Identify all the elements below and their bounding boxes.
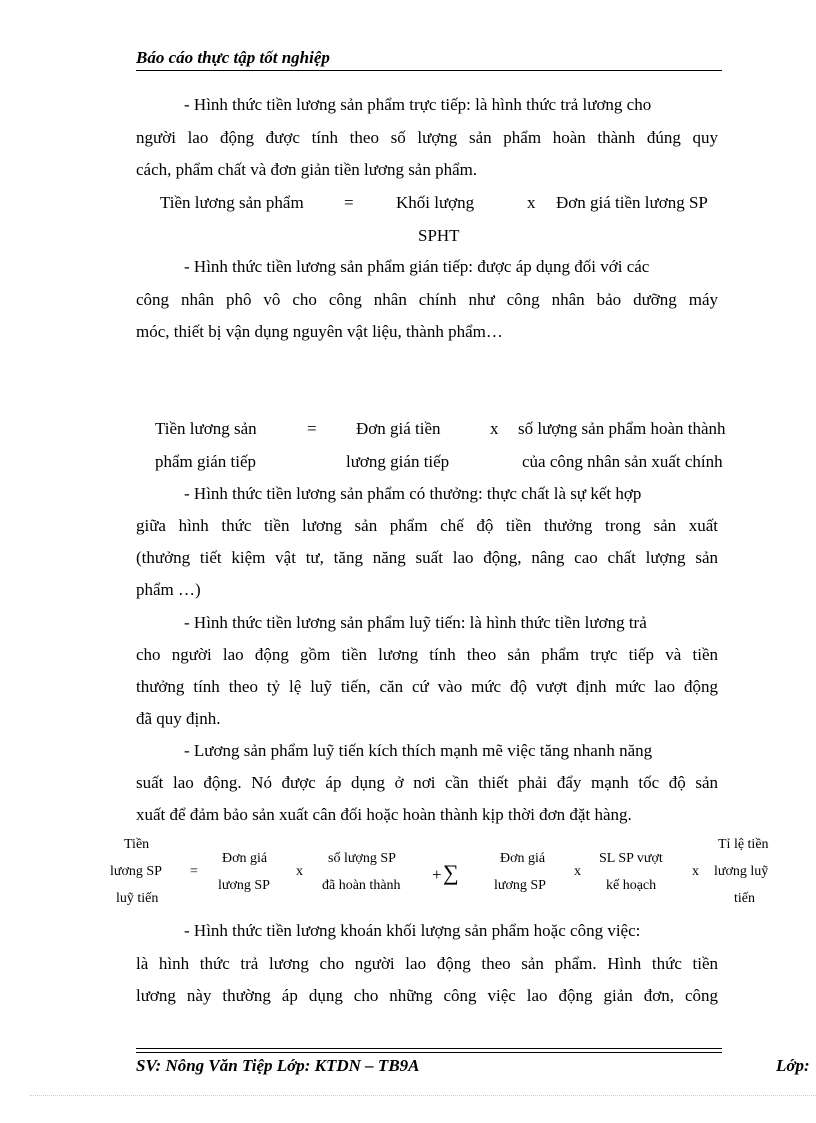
para6-line2: là hình thức trả lương cho người lao động theo sản phẩm. Hình thức tiền <box>136 954 718 973</box>
formula2-times: x <box>490 419 499 438</box>
formula3-c-line1: Đơn giá <box>500 851 546 866</box>
formula2-lhs-line1: Tiền lương sản <box>155 419 257 438</box>
para4-line1: - Hình thức tiền lương sản phẩm luỹ tiến: là hình thức tiền lương trả <box>184 613 647 632</box>
formula3-b-line2: đã hoàn thành <box>322 878 401 893</box>
formula1-term1: Khối lượng <box>396 193 475 212</box>
footer-student-info: SV: Nông Văn Tiệp Lớp: KTDN – TB9A <box>136 1056 420 1075</box>
formula3-lhs-line1: Tiền <box>124 837 150 852</box>
formula3-c-line2: lương SP <box>494 878 546 893</box>
para3-line1: - Hình thức tiền lương sản phẩm có thưởng: thực chất là sự kết hợp <box>184 484 642 503</box>
formula3-e-line1: Tỉ lệ tiền <box>718 837 769 852</box>
formula1-lhs: Tiền lương sản phẩm <box>160 193 304 212</box>
formula1-eq: = <box>344 193 354 212</box>
formula3-times3: x <box>692 864 699 879</box>
formula3-e-line2: lương luỹ <box>714 864 769 879</box>
para2-line3: móc, thiết bị vận dụng nguyên vật liệu, thành phẩm… <box>136 322 503 341</box>
formula3-lhs-line2: lương SP <box>110 864 162 879</box>
formula1-term2: Đơn giá tiền lương SP <box>556 193 708 212</box>
para4-line3: thưởng tính theo tỷ lệ luỹ tiến, căn cứ vào mức độ vượt định mức lao động <box>136 677 718 696</box>
formula2-term1-line1: Đơn giá tiền <box>356 419 441 438</box>
footer-class-label: Lớp: <box>776 1056 810 1075</box>
para3-line2: giữa hình thức tiền lương sản phẩm chế độ tiền thưởng trong sản xuất <box>136 516 718 535</box>
para5-line3: xuất để đảm bảo sản xuất cân đối hoặc hoàn thành kịp thời đơn đặt hàng. <box>136 805 632 824</box>
para2-line2: công nhân phô vô cho công nhân chính như công nhân bảo dưỡng máy <box>136 290 718 309</box>
footer-rule-top <box>136 1048 722 1049</box>
para3-line4: phẩm …) <box>136 580 201 599</box>
page-bottom-dotted-line <box>30 1095 816 1096</box>
formula3-e-line3: tiến <box>734 891 755 906</box>
formula3-sigma: ∑ <box>443 860 459 885</box>
para6-line3: lương này thường áp dụng cho những công việc lao động giản đơn, công <box>136 986 718 1005</box>
para4-line4: đã quy định. <box>136 709 221 728</box>
formula3-b-line1: số lượng SP <box>328 851 396 866</box>
formula3-eq: = <box>190 864 198 879</box>
formula3-a-line2: lương SP <box>218 878 270 893</box>
formula3-plus: + <box>432 865 442 884</box>
formula1-times: x <box>527 193 536 212</box>
para5-line1: - Lương sản phẩm luỹ tiến kích thích mạnh mẽ việc tăng nhanh năng <box>184 741 653 760</box>
para1-line2: người lao động được tính theo số lượng sản phẩm hoàn thành đúng quy <box>136 128 718 147</box>
formula3-d-line2: kế hoạch <box>606 878 657 893</box>
para4-line2: cho người lao động gồm tiền lương tính theo sản phẩm trực tiếp và tiền <box>136 645 718 664</box>
para2-line1: - Hình thức tiền lương sản phẩm gián tiếp: được áp dụng đối với các <box>184 257 650 276</box>
formula3-a-line1: Đơn giá <box>222 851 268 866</box>
header-rule <box>136 70 722 71</box>
formula2-lhs-line2: phẩm gián tiếp <box>155 452 257 471</box>
para5-line2: suất lao động. Nó được áp dụng ở nơi cần thiết phải đẩy mạnh tốc độ sản <box>136 773 718 792</box>
header-title: Báo cáo thực tập tốt nghiệp <box>136 48 330 67</box>
formula2-term2-line2: của công nhân sản xuất chính <box>522 452 723 471</box>
para1-line1: - Hình thức tiền lương sản phẩm trực tiếp: là hình thức trả lương cho <box>184 95 652 114</box>
formula2-term1-line2: lương gián tiếp <box>346 452 450 471</box>
formula1-term1-line2: SPHT <box>418 226 460 245</box>
formula2-eq: = <box>307 419 317 438</box>
formula3-d-line1: SL SP vượt <box>599 851 663 866</box>
formula3-lhs-line3: luỹ tiến <box>116 891 159 906</box>
formula3-times2: x <box>574 864 581 879</box>
para3-line3: (thưởng tiết kiệm vật tư, tăng năng suất lao động, nâng cao chất lượng sản <box>136 548 718 567</box>
formula3-times1: x <box>296 864 303 879</box>
footer-rule-bottom <box>136 1052 722 1053</box>
para6-line1: - Hình thức tiền lương khoán khối lượng sản phẩm hoặc công việc: <box>184 921 641 940</box>
para1-line3: cách, phẩm chất và đơn giản tiền lương sản phẩm. <box>136 160 478 179</box>
formula2-term2-line1: số lượng sản phẩm hoàn thành <box>518 419 726 438</box>
